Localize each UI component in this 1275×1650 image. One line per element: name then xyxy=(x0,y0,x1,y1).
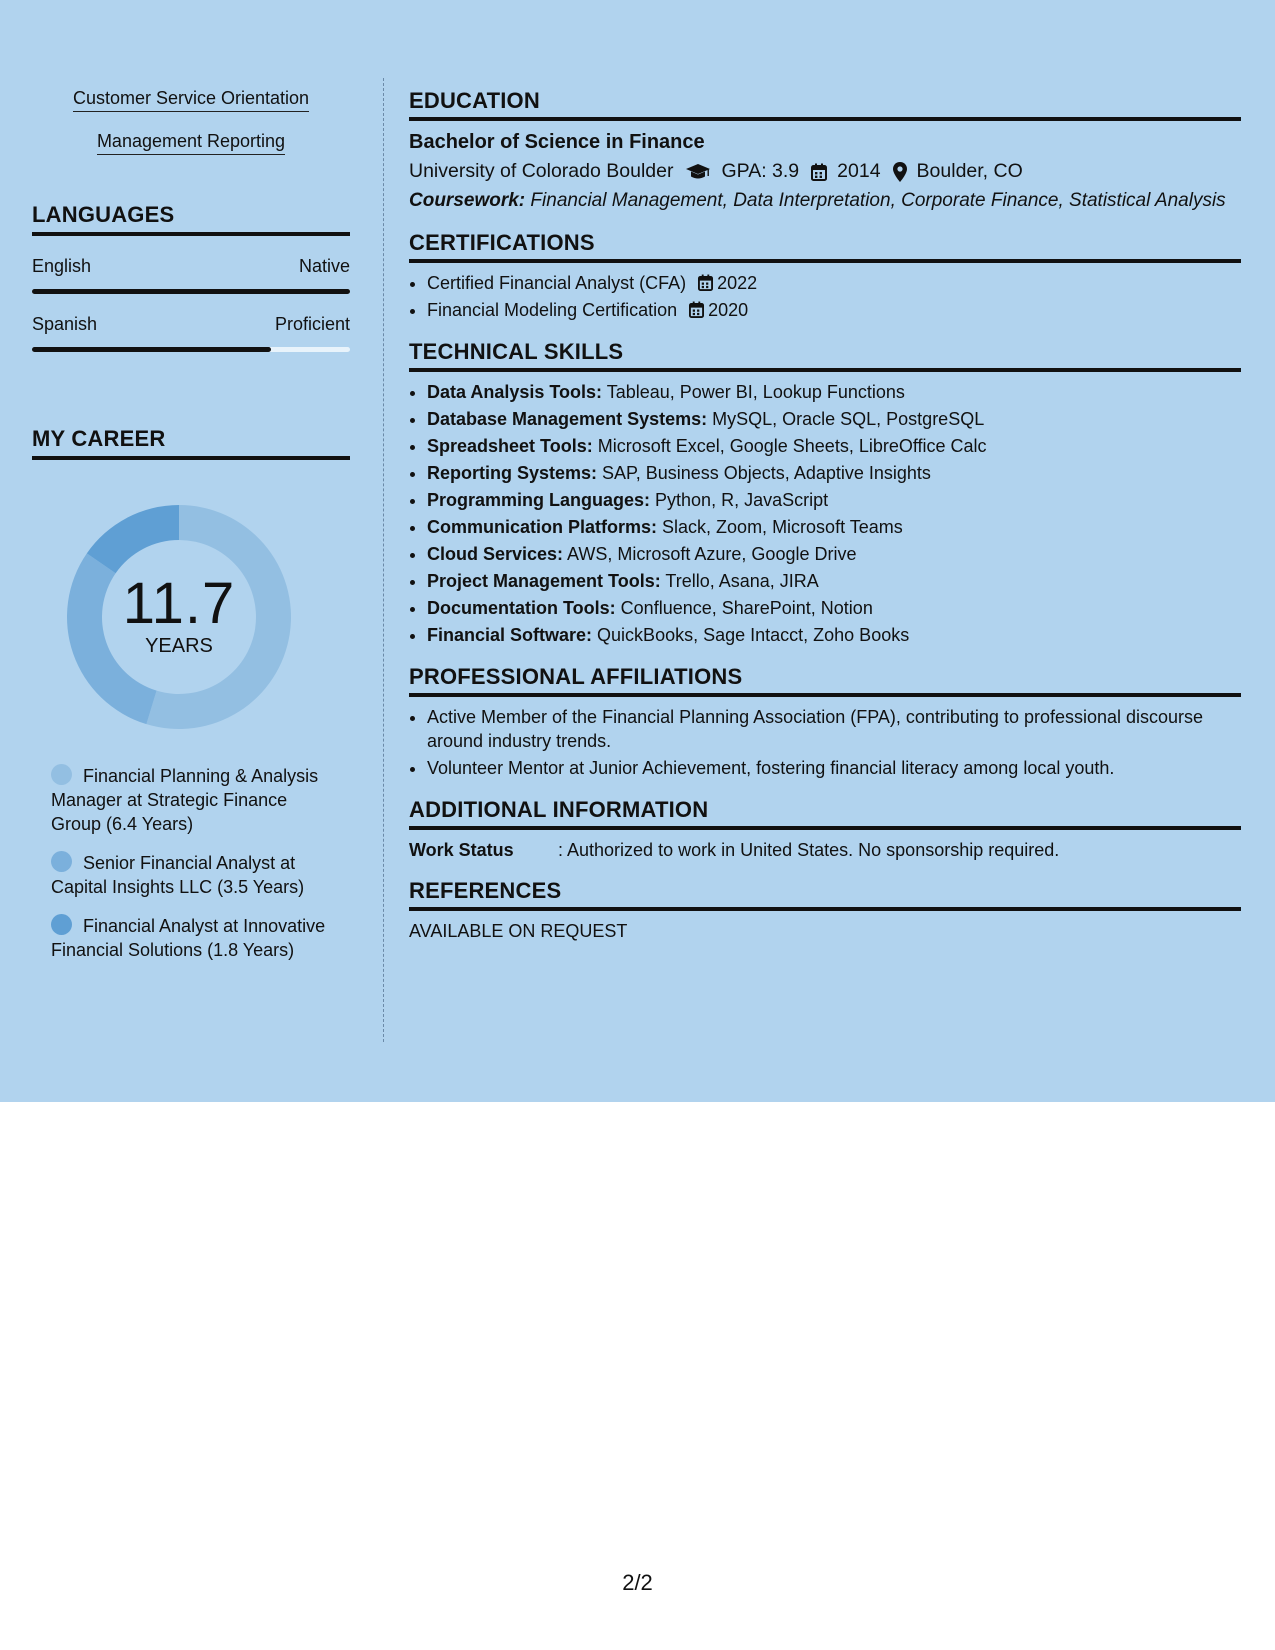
legend-dot xyxy=(51,764,72,785)
skill-category: Cloud Services: xyxy=(427,544,564,564)
calendar-icon xyxy=(689,301,704,318)
certification-name: Certified Financial Analyst (CFA) xyxy=(427,273,687,293)
language-bar-fill xyxy=(32,289,350,294)
technical-skill-item xyxy=(427,434,1241,458)
coursework-list: Financial Management, Data Interpretation, Corporate Finance, Statistical Analysis xyxy=(525,190,1226,211)
certification-item xyxy=(427,298,1241,322)
work-status-value: : Authorized to work in United States. No sponsorship required. xyxy=(558,840,1060,860)
skill-values: MySQL, Oracle SQL, PostgreSQL xyxy=(707,409,985,429)
skill-category: Spreadsheet Tools: xyxy=(427,436,593,456)
column-divider xyxy=(383,78,384,1042)
skill-values: Microsoft Excel, Google Sheets, LibreOffice Calc xyxy=(592,436,987,456)
technical-skill-item xyxy=(427,569,1241,593)
education-heading: EDUCATION xyxy=(409,88,1241,121)
skill-category: Documentation Tools: xyxy=(427,598,616,618)
technical-skills-list xyxy=(409,380,1241,647)
language-item xyxy=(32,314,350,352)
technical-skill-item xyxy=(427,623,1241,647)
legend-label: Senior Financial Analyst at Capital Insights LLC (3.5 Years) xyxy=(51,853,305,897)
career-heading: MY CAREER xyxy=(32,426,350,460)
certifications-list xyxy=(409,271,1241,322)
languages-heading: LANGUAGES xyxy=(32,202,350,236)
language-item xyxy=(32,256,350,294)
calendar-icon xyxy=(698,274,713,291)
certifications-section xyxy=(409,230,1241,322)
right-column xyxy=(409,88,1241,959)
certification-name: Financial Modeling Certification xyxy=(427,300,678,320)
skill-category: Data Analysis Tools: xyxy=(427,382,603,402)
affiliations-list xyxy=(409,705,1241,780)
language-bar xyxy=(32,347,350,352)
affiliation-item: • Volunteer Mentor at Junior Achievement, fostering financial literacy among local youth. xyxy=(427,756,1241,780)
certification-year: 2022 xyxy=(717,273,758,293)
language-level: Native xyxy=(298,256,350,276)
legend-dot xyxy=(51,851,72,872)
coursework xyxy=(409,189,1241,213)
gpa: GPA: 3.9 xyxy=(721,160,800,182)
legend-label: Financial Analyst at Innovative Financial Solutions (1.8 Years) xyxy=(51,916,326,960)
work-status-label: Work Status xyxy=(409,840,514,860)
technical-skills-heading: TECHNICAL SKILLS xyxy=(409,339,1241,372)
skill-category: Database Management Systems: xyxy=(427,409,708,429)
skill-values: Slack, Zoom, Microsoft Teams xyxy=(657,517,903,537)
career-legend-item xyxy=(51,851,331,899)
skill-label: Management Reporting xyxy=(97,131,285,155)
references-text: AVAILABLE ON REQUEST xyxy=(409,921,628,941)
legend-dot xyxy=(51,914,72,935)
skill-values: Confluence, SharePoint, Notion xyxy=(615,598,873,618)
language-name: English xyxy=(32,256,92,276)
graduation-cap-icon xyxy=(685,163,711,181)
graduation-year: 2014 xyxy=(837,160,881,182)
technical-skill-item xyxy=(427,596,1241,620)
certifications-heading: CERTIFICATIONS xyxy=(409,230,1241,263)
technical-skill-item xyxy=(427,380,1241,404)
certification-item xyxy=(427,271,1241,295)
additional-info-section xyxy=(409,797,1241,861)
technical-skill-item xyxy=(427,461,1241,485)
career-legend-item xyxy=(51,764,331,836)
language-bar-fill xyxy=(32,347,271,352)
skill-category: Communication Platforms: xyxy=(427,517,658,537)
skill-values: Tableau, Power BI, Lookup Functions xyxy=(602,382,905,402)
technical-skill-item xyxy=(427,542,1241,566)
skill-values: AWS, Microsoft Azure, Google Drive xyxy=(563,544,857,564)
skill-values: Trello, Asana, JIRA xyxy=(660,571,819,591)
skill-item xyxy=(32,88,350,109)
work-status xyxy=(409,840,1241,861)
language-bar xyxy=(32,289,350,294)
skill-category: Programming Languages: xyxy=(427,490,651,510)
additional-info-heading: ADDITIONAL INFORMATION xyxy=(409,797,1241,830)
left-column xyxy=(32,78,350,977)
career-years-unit: YEARS xyxy=(145,634,213,657)
affiliation-item: • Active Member of the Financial Planning Association (FPA), contributing to professional discourse around industry trends. xyxy=(427,705,1241,753)
skill-values: SAP, Business Objects, Adaptive Insights xyxy=(597,463,931,483)
career-legend xyxy=(51,764,331,962)
affiliations-heading: PROFESSIONAL AFFILIATIONS xyxy=(409,664,1241,697)
coursework-label: Coursework: xyxy=(409,190,526,211)
skill-label: Customer Service Orientation xyxy=(73,88,309,112)
technical-skill-item xyxy=(427,488,1241,512)
references-section xyxy=(409,878,1241,942)
technical-skill-item xyxy=(427,515,1241,539)
references-heading: REFERENCES xyxy=(409,878,1241,911)
skill-item xyxy=(32,131,350,152)
school-name: University of Colorado Boulder xyxy=(409,160,674,182)
career-total-years: 11.7 xyxy=(122,570,236,636)
degree-title: Bachelor of Science in Finance xyxy=(409,131,705,153)
skill-values: QuickBooks, Sage Intacct, Zoho Books xyxy=(592,625,910,645)
location: Boulder, CO xyxy=(916,160,1023,182)
technical-skills-section xyxy=(409,339,1241,647)
language-name: Spanish xyxy=(32,314,98,334)
skill-values: Python, R, JavaScript xyxy=(650,490,829,510)
affiliations-section xyxy=(409,664,1241,780)
calendar-icon xyxy=(811,163,827,181)
skill-category: Reporting Systems: xyxy=(427,463,598,483)
career-legend-item xyxy=(51,914,331,962)
education-details xyxy=(409,160,1241,183)
language-level: Proficient xyxy=(274,314,350,334)
skill-category: Financial Software: xyxy=(427,625,593,645)
skill-category: Project Management Tools: xyxy=(427,571,661,591)
legend-label: Financial Planning & Analysis Manager at Strategic Finance Group (6.4 Years) xyxy=(51,766,319,834)
location-pin-icon xyxy=(893,162,907,182)
education-section xyxy=(409,88,1241,213)
technical-skill-item xyxy=(427,407,1241,431)
page-number: 2/2 xyxy=(622,1570,653,1595)
certification-year: 2020 xyxy=(708,300,749,320)
career-donut xyxy=(66,504,292,730)
